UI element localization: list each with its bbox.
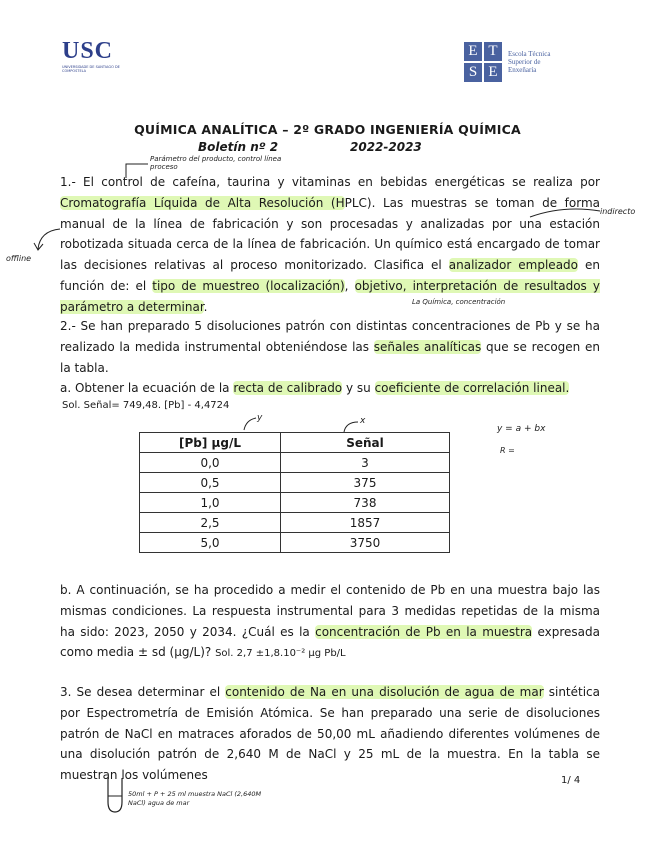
academic-year: 2022-2023 — [350, 140, 422, 154]
handwritten-note-parameter: Parámetro del producto, control línea proceso — [150, 155, 282, 171]
q1-text: en función de: el — [60, 258, 600, 293]
table-header-row — [140, 433, 450, 453]
table-header-pb: [Pb] µg/L — [140, 433, 281, 453]
q2a-highlight-coeficiente: coeficiente de correlación lineal. — [374, 381, 570, 395]
etse-letter: E — [484, 63, 502, 82]
table-cell: 1857 — [281, 513, 450, 533]
table-cell: 0,5 — [140, 473, 281, 493]
etse-letter: T — [484, 42, 502, 61]
q2b-text: expresada como media ± sd (µg/L)? — [60, 624, 600, 660]
table-row — [140, 533, 450, 553]
question-2a — [60, 378, 600, 399]
calibration-table — [139, 432, 450, 553]
q1-text: PLC). Las muestras se toman de forma manual de la línea de fabricación y son procesadas y analizadas por una estación robotizada situada cerca de la línea de fabricación. Un químico está encargado de tomar las decisiones relativas al proceso monitorizado. Clasifica el — [60, 195, 600, 273]
handwritten-r: R = — [500, 446, 515, 455]
handwritten-bottom-note: 50ml + P + 25 ml muestra NaCl (2,640M NaCl) agua de mar — [128, 790, 262, 807]
table-cell: 738 — [281, 493, 450, 513]
usc-logo-subtext: UNIVERSIDADE DE SANTIAGO DE COMPOSTELA — [62, 65, 120, 73]
q1-text: 1.- El control de cafeína, taurina y vitaminas en bebidas energéticas se realiza por — [60, 175, 600, 189]
q1-text: , — [344, 278, 355, 293]
etse-logo-text — [508, 50, 550, 74]
q2-highlight-senales: señales analíticas — [373, 339, 482, 354]
handwritten-x-label: x — [360, 416, 366, 426]
table-cell: 0,0 — [140, 453, 281, 473]
table-row — [140, 513, 450, 533]
solution-2b: Sol. 2,7 ±1,8.10⁻² µg Pb/L — [215, 648, 346, 660]
table-row — [140, 453, 450, 473]
flask-sketch-icon — [104, 776, 126, 816]
q3-text: 3. Se desea determinar el — [60, 685, 226, 699]
usc-logo — [62, 38, 122, 73]
q2b-text: b. A continuación, se ha procedido a medir el contenido de Pb en una muestra bajo las mismas condiciones. La respuesta instrumental para 3 medidas repetidas de la misma ha sido: 2023, 2050 y 2034. ¿Cuál es la — [60, 583, 600, 639]
usc-logo-text: USC — [62, 38, 114, 64]
solution-2a: Sol. Señal= 749,48. [Pb] - 4,4724 — [62, 400, 230, 411]
etse-line: Enxeñaría — [508, 66, 537, 74]
question-3 — [60, 682, 600, 786]
table-cell: 3750 — [281, 533, 450, 553]
bulletin-number: Boletín nº 2 — [198, 140, 279, 154]
q1-highlight-muestreo: tipo de muestreo (localización) — [152, 278, 345, 293]
table-cell: 3 — [281, 453, 450, 473]
etse-line: Superior de — [508, 58, 541, 66]
etse-line: Escola Técnica — [508, 50, 551, 58]
arrow-annotation-icon — [240, 416, 260, 432]
question-1 — [60, 172, 600, 318]
table-cell: 1,0 — [140, 493, 281, 513]
etse-letter: S — [464, 63, 482, 82]
q2-text: 2.- Se han preparado 5 disoluciones patrón con distintas concentraciones de Pb y se ha realizado la medida instrumental obteniéndose las — [60, 319, 600, 354]
etse-logo — [464, 42, 550, 82]
handwritten-y-label: y — [257, 413, 263, 423]
etse-logo-mark — [464, 42, 502, 82]
handwritten-note-quimico: La Química, concentración — [412, 298, 506, 306]
q1-highlight-hplc: Cromatografía Líquida de Alta Resolución (H — [60, 195, 345, 210]
table-header-senal: Señal — [281, 433, 450, 453]
q2a-highlight-recta: recta de calibrado — [233, 381, 343, 395]
q3-highlight-sodio: contenido de Na en una disolución de agua de mar — [225, 685, 544, 699]
question-2b — [60, 580, 600, 665]
handwritten-note-offline: offline — [6, 254, 32, 263]
table-cell: 5,0 — [140, 533, 281, 553]
table-cell: 375 — [281, 473, 450, 493]
page-title: QUÍMICA ANALÍTICA – 2º GRADO INGENIERÍA QUÍMICA — [134, 122, 521, 137]
handwritten-equation: y = a + bx — [497, 424, 546, 434]
arrow-annotation-icon — [32, 225, 62, 253]
q2-text: que se recogen en la tabla. — [60, 339, 600, 375]
q1-highlight-objetivo: objetivo, interpretación de resultados y parámetro a determinar — [60, 278, 600, 314]
q2a-text: a. Obtener la ecuación de la — [60, 381, 234, 395]
table-row — [140, 493, 450, 513]
q2a-text: y su — [342, 381, 375, 395]
q1-text: . — [203, 299, 208, 314]
etse-letter: E — [464, 42, 482, 61]
table-cell: 2,5 — [140, 513, 281, 533]
page-number: 1/ 4 — [561, 775, 581, 786]
q3-text: sintética por Espectrometría de Emisión Atómica. Se han preparado una serie de disoluciones patrón de NaCl en matraces aforados de 50,00 mL añadiendo diferentes volúmenes de una disolución patrón de 2,640 M de NaCl y 25 mL de la muestra. En la tabla se muestran los volúmenes — [60, 685, 601, 783]
q1-highlight-analizador: analizador empleado — [448, 258, 579, 273]
handwritten-note-indirecto: indirecto — [600, 207, 636, 216]
question-2 — [60, 316, 600, 378]
q2b-highlight-concentracion: concentración de Pb en la muestra — [315, 624, 533, 639]
table-row — [140, 473, 450, 493]
